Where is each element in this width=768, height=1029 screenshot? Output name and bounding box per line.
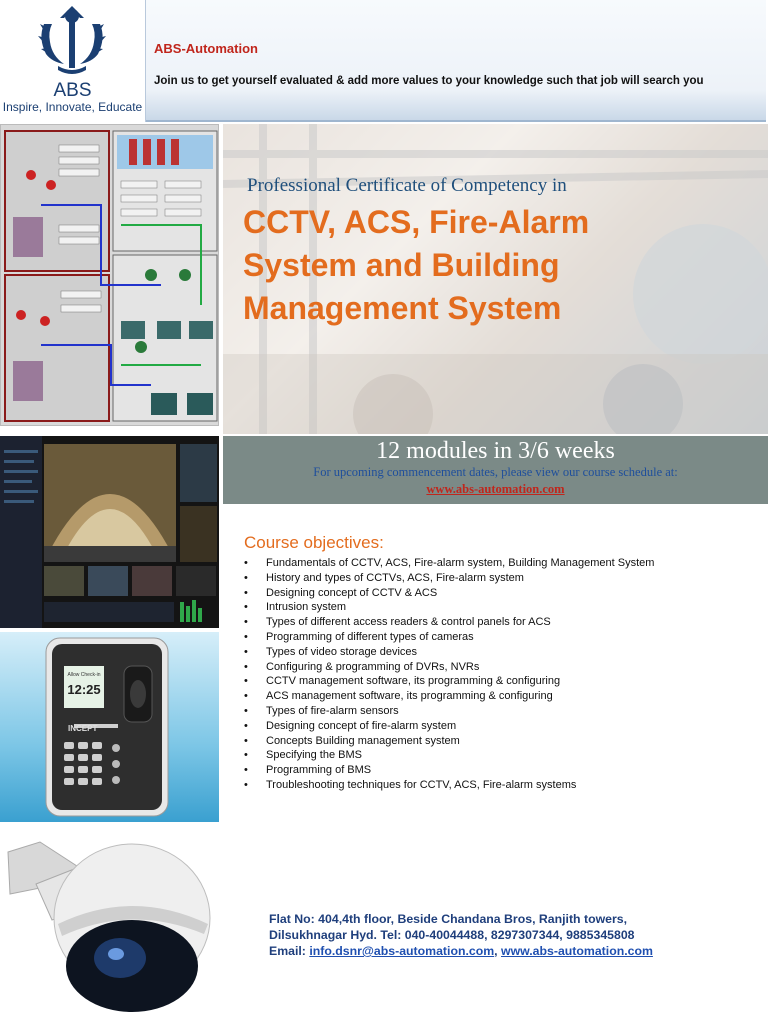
list-item: • CCTV management software, its programming & configuring: [244, 675, 561, 688]
schedule-note: For upcoming commencement dates, please view our course schedule at:: [313, 465, 678, 479]
list-item: • Designing concept of fire-alarm system: [244, 719, 457, 732]
list-item: • Intrusion system: [244, 601, 347, 614]
list-item: • Types of fire-alarm sensors: [244, 704, 399, 717]
hero-banner: [223, 124, 768, 434]
cctv-monitor-image: [0, 436, 219, 628]
list-item: • Fundamentals of CCTV, ACS, Fire-alarm system, Building Management System: [244, 557, 655, 569]
device-screen-label: Allow Check-in: [67, 672, 101, 678]
address-line-1: Flat No: 404,4th floor, Beside Chandana Bros, Ranjith towers,: [269, 912, 628, 926]
logo-box: [0, 0, 146, 122]
email-label: Email:: [269, 944, 310, 958]
email-link[interactable]: info.dsnr@abs-automation.com: [309, 944, 495, 958]
header-tagline: Join us to get yourself evaluated & add more values to your knowledge such that job will search you: [154, 75, 704, 87]
list-item: • Types of video storage devices: [244, 645, 418, 658]
hero-subtitle: Professional Certificate of Competency in: [247, 175, 567, 196]
list-item: • Types of different access readers & control panels for ACS: [244, 616, 551, 629]
list-item: • Designing concept of CCTV & ACS: [244, 586, 438, 599]
scada-diagram-image: [0, 124, 219, 426]
objectives-heading: Course objectives:: [244, 533, 384, 552]
device-brand: INCEPT: [68, 724, 98, 733]
list-item: • Specifying the BMS: [244, 749, 362, 762]
hero-title-line-1: CCTV, ACS, Fire-Alarm: [243, 204, 590, 240]
address-line-2: Dilsukhnagar Hyd. Tel: 040-40044488, 8297307344, 9885345808: [269, 928, 635, 942]
list-item: • Troubleshooting techniques for CCTV, ACS, Fire-alarm systems: [244, 778, 577, 791]
abs-logo-icon: [36, 4, 108, 78]
list-item: • ACS management software, its programming & configuring: [244, 690, 553, 703]
logo-tagline: Inspire, Innovate, Educate: [2, 100, 143, 114]
list-item: • History and types of CCTVs, ACS, Fire-alarm system: [244, 571, 524, 584]
list-item: • Programming of different types of cameras: [244, 630, 474, 643]
contact-address: [269, 911, 653, 959]
device-screen-time: 12:25: [67, 682, 101, 697]
hero-title-line-2: System and Building: [243, 247, 560, 283]
objectives-list: [244, 556, 654, 793]
contact-separator: ,: [494, 944, 502, 958]
dome-camera-image: [0, 828, 219, 1024]
modules-title: 12 modules in 3/6 weeks: [376, 438, 615, 464]
list-item: • Programming of BMS: [244, 764, 372, 777]
header-banner: [146, 0, 766, 122]
company-name: ABS-Automation: [154, 41, 258, 56]
hero-title-line-3: Management System: [243, 290, 562, 326]
list-item: • Concepts Building management system: [244, 734, 460, 747]
website-link[interactable]: www.abs-automation.com: [501, 944, 653, 958]
contact-email-line: [269, 943, 653, 959]
modules-bar: [223, 436, 768, 504]
schedule-link[interactable]: www.abs-automation.com: [426, 482, 565, 496]
access-control-device-image: [0, 632, 219, 822]
list-item: • Configuring & programming of DVRs, NVRs: [244, 660, 480, 673]
logo-text: ABS: [53, 80, 92, 101]
